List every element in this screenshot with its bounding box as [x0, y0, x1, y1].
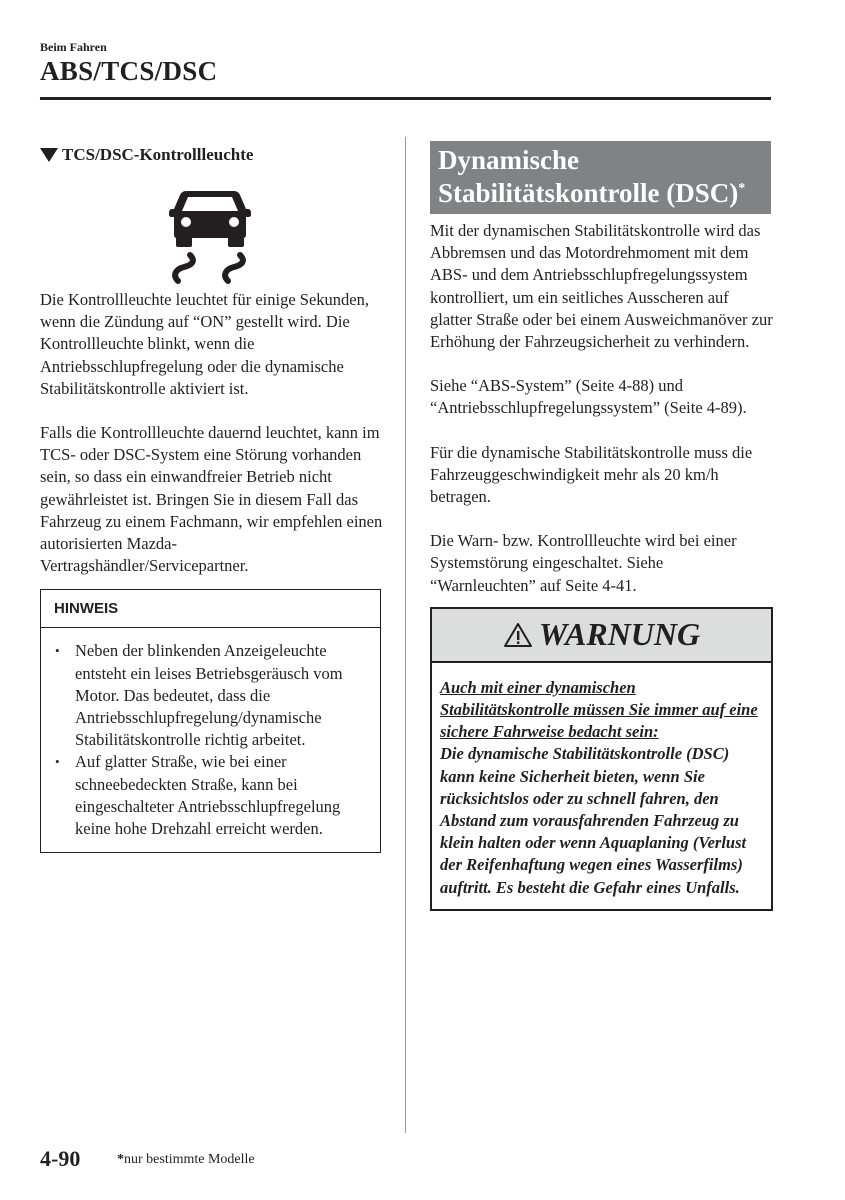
footnote: [117, 1152, 255, 1168]
paragraph: Siehe “ABS-System” (Seite 4-88) und “Antriebsschlupfregelungssystem” (Seite 4-89).: [430, 376, 747, 418]
paragraph: Für die dynamische Stabilitätskontrolle muss die Fahrzeuggeschwindigkeit mehr als 20 km/h betragen.: [430, 442, 753, 507]
paragraph: Die Warn- bzw. Kontrollleuchte wird bei einer Systemstörung eingeschaltet. Siehe “Warnleuchten” auf Seite 4-41.: [430, 531, 737, 595]
section-label: Beim Fahren: [40, 40, 107, 54]
warning-lead: Auch mit einer dynamischen Stabilitätskontrolle müssen Sie immer auf eine sichere Fahrweise bedacht sein:: [440, 677, 758, 742]
warning-box: [430, 607, 773, 911]
note-item-text: Neben der blinkenden Anzeigeleuchte entsteht ein leises Betriebsgeräusch vom Motor. Das bedeutet, dass die Antriebsschlupfregelung/dynamische Stabilitätskontrolle richtig arbeitet.: [75, 641, 343, 750]
bullet: •: [55, 643, 60, 659]
note-box: [40, 589, 381, 853]
subheading-text: TCS/DSC-Kontrollleuchte: [62, 145, 254, 164]
footnote-mark: *: [117, 1152, 124, 1167]
paragraph: Die Kontrollleuchte leuchtet für einige Sekunden, wenn die Zündung auf “ON” gestellt wird. Die Kontrollleuchte blinkt, wenn die Antriebsschlupfregelung oder die dynamische Stabilitätskontrolle aktiviert ist.: [40, 290, 369, 398]
note-body: [41, 628, 380, 852]
bullet: •: [55, 754, 60, 770]
warning-text: Die dynamische Stabilitätskontrolle (DSC) kann keine Sicherheit bieten, wenn Sie rücksichtslos oder zu schnell fahren, den Abstand zum vorausfahrenden Fahrzeug zu klein halten oder wenn Aquaplaning (Verlust der Reifenhaftung wegen eines Wasserfilms) auftritt. Es besteht die Gefahr eines Unfalls.: [440, 744, 747, 897]
footnote-mark: *: [738, 181, 746, 196]
note-item: [55, 640, 370, 751]
warning-body: [432, 663, 771, 909]
dsc-heading-text: Dynamische Stabilitätskontrolle (DSC): [438, 145, 739, 208]
note-item-text: Auf glatter Straße, wie bei einer schneebedeckten Straße, kann bei eingeschalteter Antriebsschlupfregelung keine hohe Drehzahl erreicht werden.: [75, 752, 341, 839]
left-column: [40, 140, 383, 853]
triangle-marker-icon: [40, 148, 58, 162]
tcs-dsc-indicator-icon: [168, 185, 252, 285]
column-divider: [405, 137, 406, 1133]
paragraph: Mit der dynamischen Stabilitätskontrolle wird das Abbremsen und das Motordrehmoment mit dem ABS- und dem Antriebsschlupfregelungssystem kontrolliert, um ein seitliches Ausscheren auf glatter Straße oder bei einem Ausweichmanöver zur Erhöhung der Fahrzeugsicherheit zu verhindern.: [430, 221, 773, 352]
warning-header: [432, 609, 771, 663]
title-rule: [40, 97, 771, 100]
warning-triangle-icon: [503, 622, 533, 648]
note-item: [55, 751, 370, 840]
page-title: ABS/TCS/DSC: [40, 56, 218, 86]
warning-title: WARNUNG: [538, 616, 701, 653]
subheading: [40, 143, 383, 167]
page-number: 4-90: [40, 1146, 81, 1171]
footnote-text: nur bestimmte Modelle: [124, 1152, 255, 1167]
note-title: HINWEIS: [41, 590, 380, 628]
right-column: [430, 141, 773, 911]
dsc-heading: [430, 141, 771, 214]
paragraph: Falls die Kontrollleuchte dauernd leuchtet, kann im TCS- oder DSC-System eine Störung vorhanden sein, so dass ein einwandfreier Betrieb nicht gewährleistet ist. Bringen Sie in diesem Fall das Fahrzeug zu einem Fachmann, wir empfehlen einen autorisierten Mazda-Vertragshändler/Servicepartner.: [40, 423, 383, 576]
